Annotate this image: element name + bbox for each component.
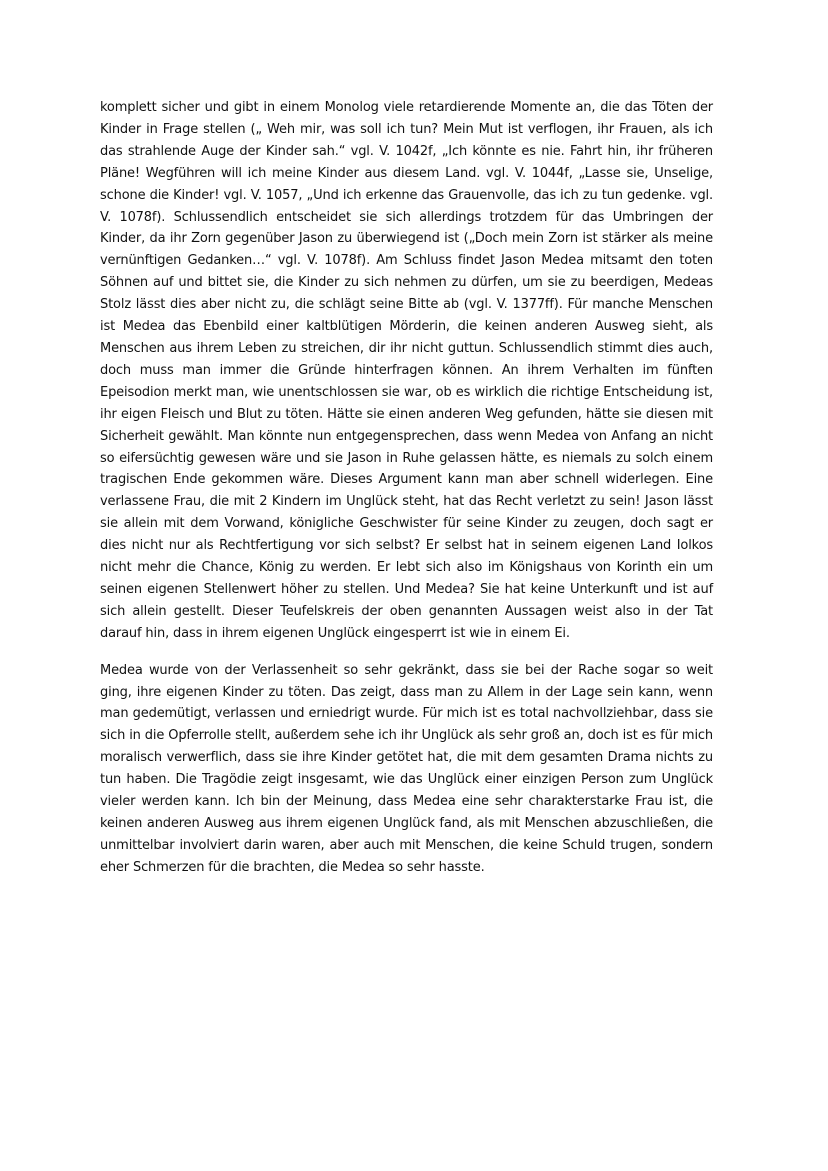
paragraph-conclusion: Medea wurde von der Verlassenheit so sehr gekränkt, dass sie bei der Rache sogar so weit ging, ihre eigenen Kinder zu töten. Das zeigt, dass man zu Allem in der Lage sein kann, wenn man gedemütigt, verlassen und erniedrigt wurde. Für mich ist es total nachvollziehbar, dass sie sich in die Opferrolle stellt, außerdem sehe ich ihr Unglück als sehr groß an, doch ist es für mich moralisch verwerflich, dass sie ihre Kinder getötet hat, die mit dem gesamten Drama nichts zu tun haben. Die Tragödie zeigt insgesamt, wie das Unglück einer einzigen Person zum Unglück vieler werden kann. Ich bin der Meinung, dass Medea eine sehr charakterstarke Frau ist, die keinen anderen Ausweg aus ihrem eigenen Unglück fand, als mit Menschen abzuschließen, die unmittelbar involviert darin waren, aber auch mit Menschen, die keine Schuld trugen, sondern eher Schmerzen für die brachten, die Medea so sehr hasste. bbox=[100, 662, 713, 875]
document-page bbox=[100, 97, 713, 879]
paragraph-analysis: komplett sicher und gibt in einem Monolog viele retardierende Momente an, die das Töten der Kinder in Frage stellen („ Weh mir, was soll ich tun? Mein Mut ist verflogen, ihr Frauen, als ich das strahlende Auge der Kinder sah.“ vgl. V. 1042f, „Ich könnte es nie. Fahrt hin, ihr früheren Pläne! Wegführen will ich meine Kinder aus diesem Land. vgl. V. 1044f, „Lasse sie, Unselige, schone die Kinder! vgl. V. 1057, „Und ich erkenne das Grauenvolle, das ich zu tun gedenke. vgl. V. 1078f). Schlussendlich entscheidet sie sich allerdings trotzdem für das Umbringen der Kinder, da ihr Zorn gegenüber Jason zu überwiegend ist („Doch mein Zorn ist stärker als meine vernünftigen Gedanken…“ vgl. V. 1078f). Am Schluss findet Jason Medea mitsamt den toten Söhnen auf und bittet sie, die Kinder zu sich nehmen zu dürfen, um sie zu beerdigen, Medeas Stolz lässt dies aber nicht zu, die schlägt seine Bitte ab (vgl. V. 1377ff). Für manche Menschen ist Medea das Ebenbild einer kaltblütigen Mörderin, die keinen anderen Ausweg sieht, als Menschen aus ihrem Leben zu streichen, dir ihr nicht guttun. Schlussendlich stimmt dies auch, doch muss man immer die Gründe hinterfragen können. An ihrem Verhalten im fünften Epeisodion merkt man, wie unentschlossen sie war, ob es wirklich die richtige Entscheidung ist, ihr eigen Fleisch und Blut zu töten. Hätte sie einen anderen Weg gefunden, hätte sie diesen mit Sicherheit gewählt. Man könnte nun entgegensprechen, dass wenn Medea von Anfang an nicht so eifersüchtig gewesen wäre und sie Jason in Ruhe gelassen hätte, es niemals zu solch einem tragischen Ende gekommen wäre. Dieses Argument kann man aber schnell widerlegen. Eine verlassene Frau, die mit 2 Kindern im Unglück steht, hat das Recht verletzt zu sein! Jason lässt sie allein mit dem Vorwand, königliche Geschwister für seine Kinder zu zeugen, doch sagt er dies nicht nur als Rechtfertigung vor sich selbst? Er selbst hat in seinem eigenen Land Iolkos nicht mehr die Chance, König zu werden. Er lebt sich also im Königshaus von Korinth ein um seinen eigenen Stellenwert höher zu stellen. Und Medea? Sie hat keine Unterkunft und ist auf sich allein gestellt. Dieser Teufelskreis der oben genannten Aussagen weist also in der Tat darauf hin, dass in ihrem eigenen Unglück eingesperrt ist wie in einem Ei. bbox=[100, 100, 713, 641]
